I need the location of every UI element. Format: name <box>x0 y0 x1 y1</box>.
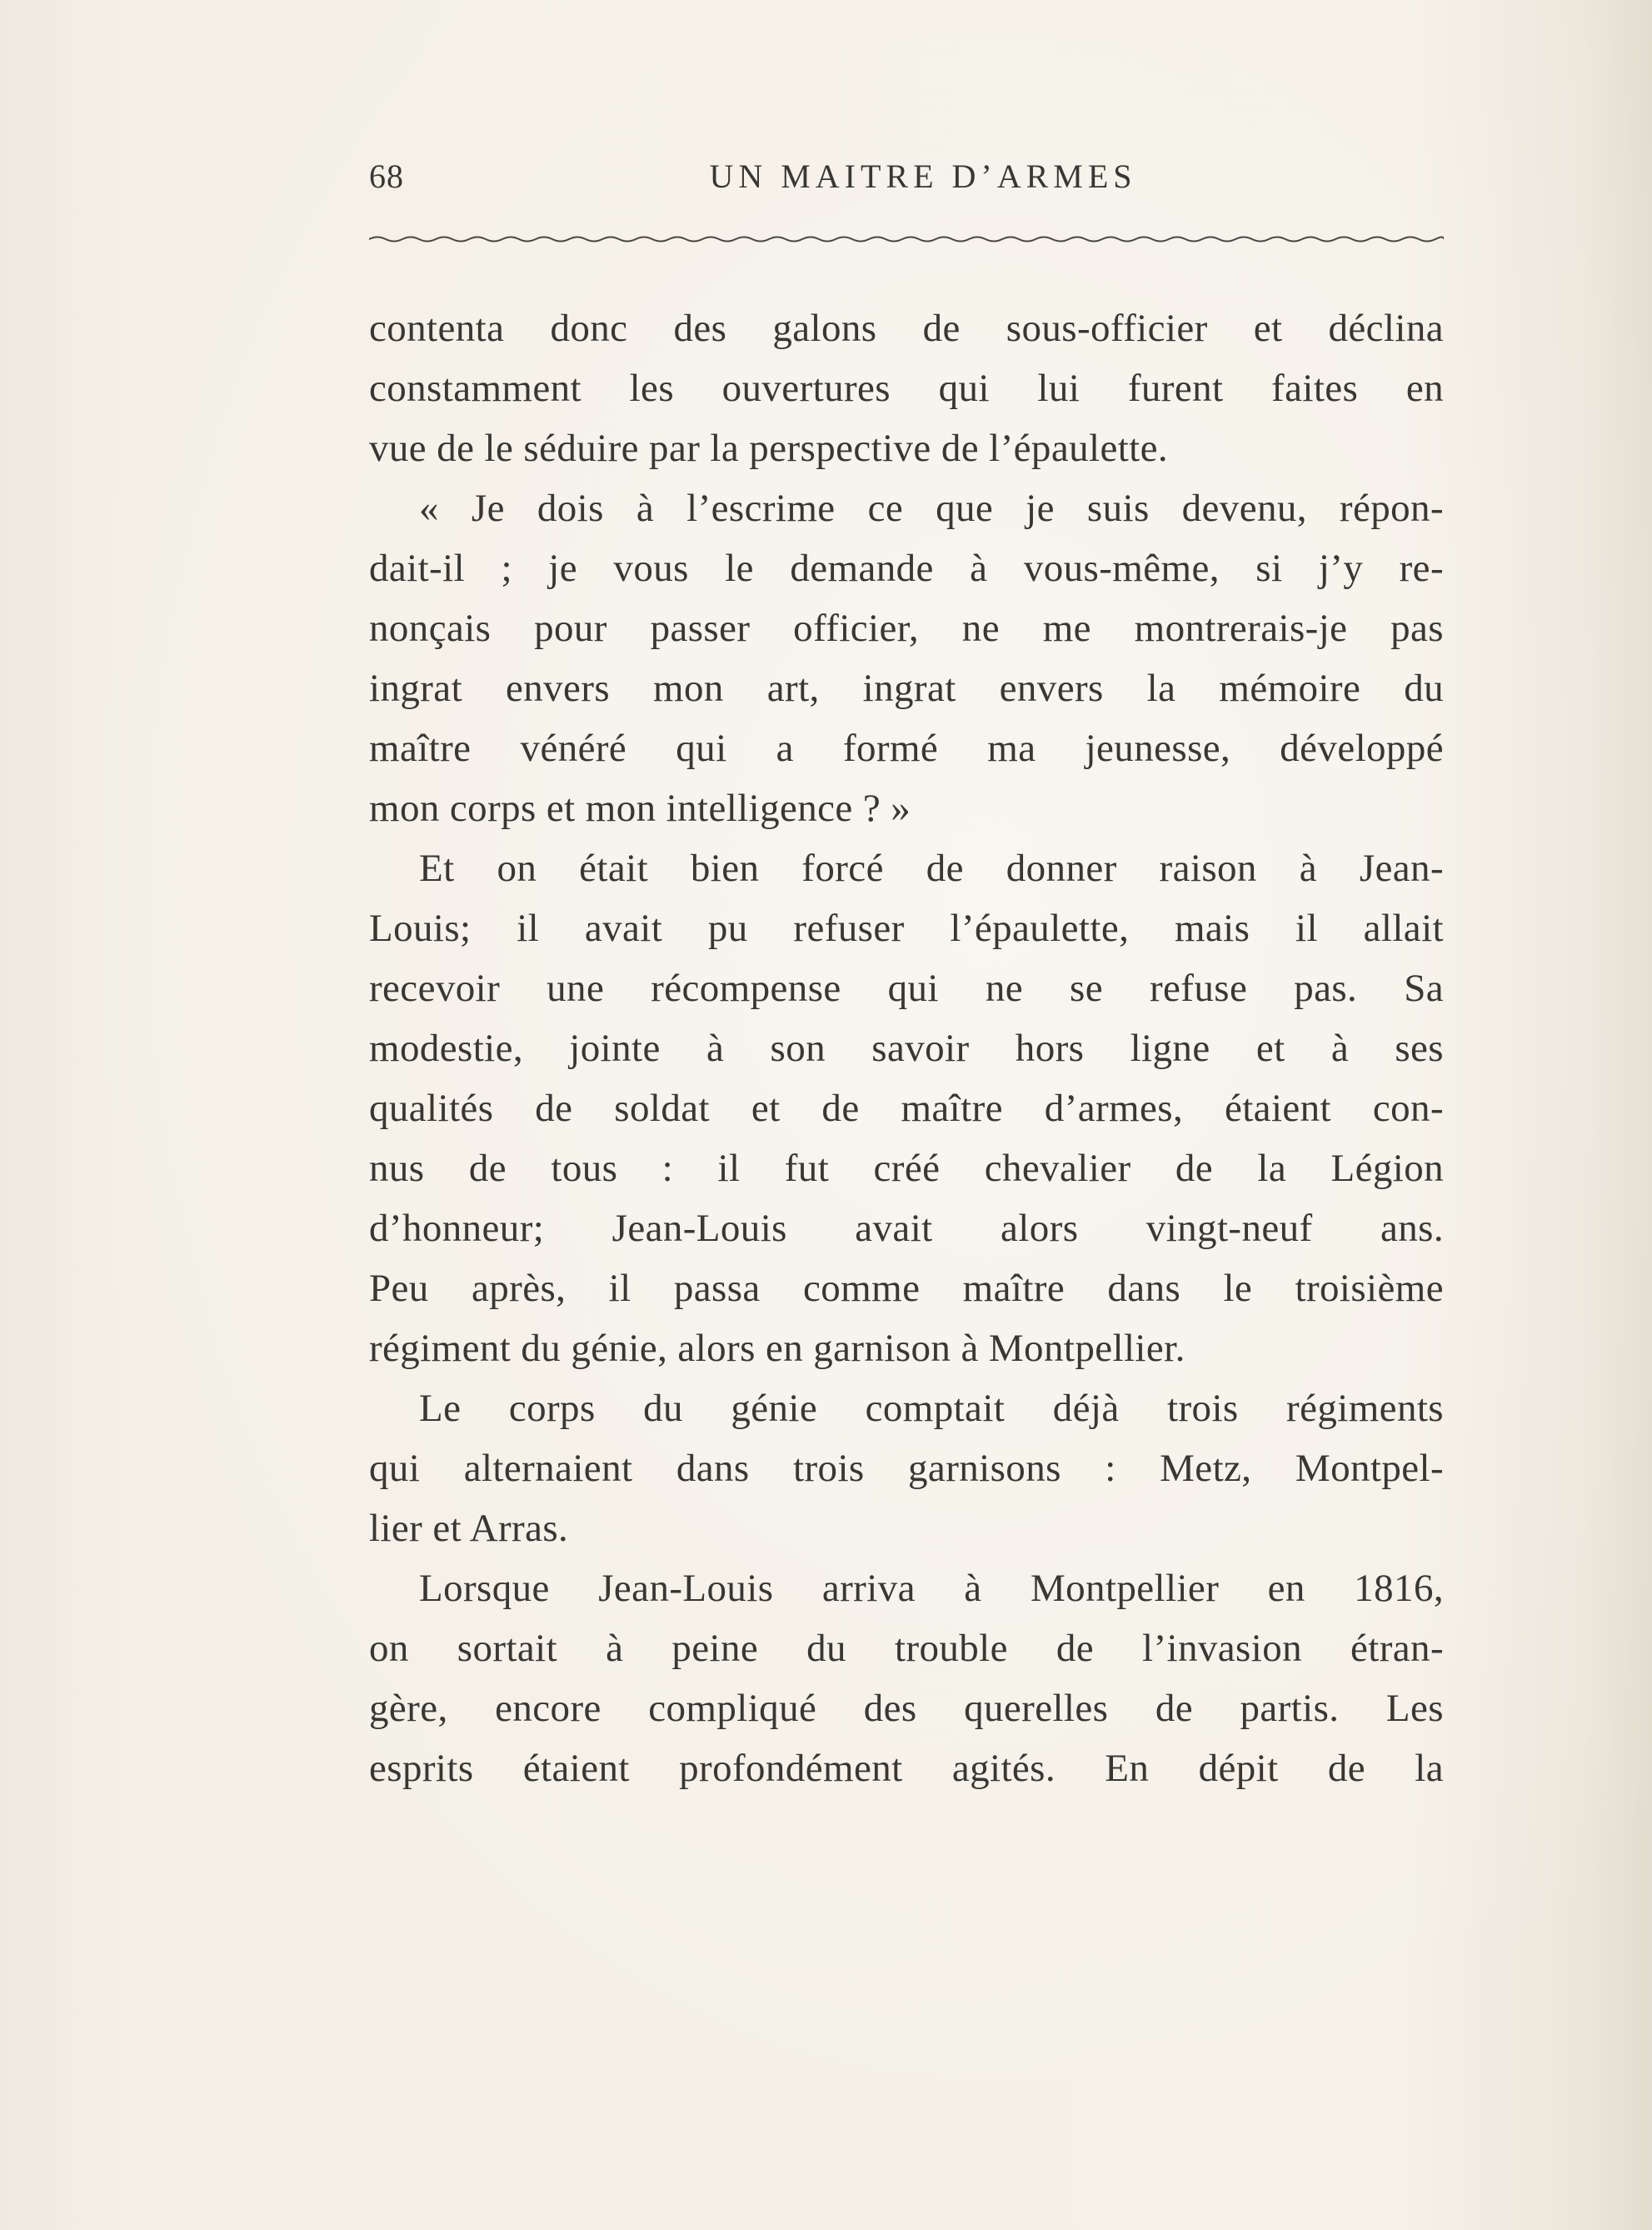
page-number: 68 <box>369 158 404 195</box>
text-line: nonçais pour passer officier, ne me montrerais-je pas <box>369 607 1444 650</box>
text-line: Lorsque Jean-Louis arriva à Montpellier en 1816, <box>419 1567 1444 1610</box>
text-line: contenta donc des galons de sous-officier et déclina <box>369 307 1444 350</box>
text-line: dait-il ; je vous le demande à vous-même, si j’y re- <box>369 547 1444 590</box>
text-line: nus de tous : il fut créé chevalier de la Légion <box>369 1147 1444 1190</box>
running-title: UN MAITRE D’ARMES <box>709 158 1137 195</box>
text-line: constamment les ouvertures qui lui furent faites en <box>369 367 1444 410</box>
text-line: d’honneur; Jean-Louis avait alors vingt-neuf ans. <box>369 1207 1444 1250</box>
text-line: « Je dois à l’escrime ce que je suis devenu, répon- <box>419 487 1444 530</box>
text-line: régiment du génie, alors en garnison à Montpellier. <box>369 1327 1185 1370</box>
wavy-rule-ornament <box>369 233 1444 245</box>
text-line: recevoir une récompense qui ne se refuse pas. Sa <box>369 967 1444 1010</box>
page-header <box>369 157 1444 207</box>
text-line: esprits étaient profondément agités. En dépit de la <box>369 1747 1444 1790</box>
text-line: Peu après, il passa comme maître dans le troisième <box>369 1267 1444 1310</box>
text-line: mon corps et mon intelligence ? » <box>369 787 911 830</box>
text-line: ingrat envers mon art, ingrat envers la mémoire du <box>369 667 1444 710</box>
text-line: maître vénéré qui a formé ma jeunesse, développé <box>369 727 1444 770</box>
text-line: Louis; il avait pu refuser l’épaulette, mais il allait <box>369 907 1444 950</box>
text-line: vue de le séduire par la perspective de l’épaulette. <box>369 427 1169 470</box>
text-line: modestie, jointe à son savoir hors ligne et à ses <box>369 1027 1444 1070</box>
text-line: gère, encore compliqué des querelles de partis. Les <box>369 1687 1444 1730</box>
text-line: Le corps du génie comptait déjà trois régiments <box>419 1387 1444 1430</box>
text-line: qui alternaient dans trois garnisons : Metz, Montpel- <box>369 1447 1444 1490</box>
text-line: lier et Arras. <box>369 1507 569 1550</box>
text-line: Et on était bien forcé de donner raison à Jean- <box>419 847 1444 890</box>
body-text <box>369 298 1444 1798</box>
text-line: on sortait à peine du trouble de l’invasion étran- <box>369 1627 1444 1670</box>
text-line: qualités de soldat et de maître d’armes, étaient con- <box>369 1087 1444 1130</box>
